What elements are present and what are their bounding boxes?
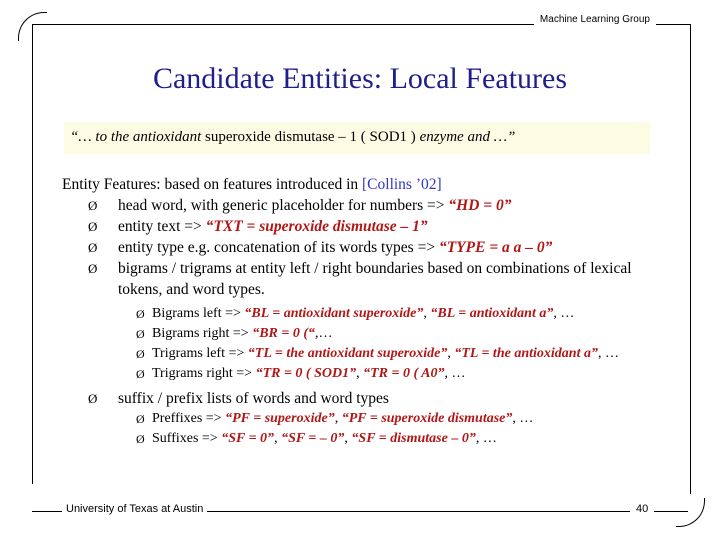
sub-list-item [62, 324, 662, 344]
separator: , [274, 431, 282, 446]
feature-example: “HD = 0” [448, 197, 512, 214]
list-item [62, 195, 662, 216]
feature-example: “PF = superoxide dismutase” [341, 411, 513, 426]
bullet-arrow-icon: Ø [136, 347, 145, 361]
bullet-arrow-icon: Ø [136, 307, 145, 321]
separator: , [344, 431, 352, 446]
ellipsis: , … [512, 411, 534, 426]
feature-example: “PF = superoxide” [225, 411, 335, 426]
bullet-arrow-icon: Ø [88, 261, 98, 276]
intro-line [62, 174, 662, 195]
ellipsis: , … [475, 431, 497, 446]
ellipsis: , … [597, 346, 619, 361]
feature-example: “TXT = superoxide dismutase – 1” [205, 218, 428, 235]
frame-corner-bottom-right [676, 498, 705, 527]
list-item [62, 388, 662, 409]
item-text: entity type e.g. concatenation of its words types => [118, 239, 439, 256]
bullet-arrow-icon: Ø [136, 327, 145, 341]
footer-institution: University of Texas at Austin [62, 503, 207, 515]
item-text: suffix / prefix lists of words and word types [118, 390, 389, 407]
page-number: 40 [630, 503, 654, 515]
feature-example: “TYPE = a a – 0” [438, 239, 553, 256]
item-text: Suffixes => [152, 431, 222, 446]
item-text: Bigrams left => [152, 306, 245, 321]
ellipsis: , … [553, 306, 575, 321]
sub-list-item [62, 364, 662, 384]
feature-example: “SF = 0” [221, 431, 275, 446]
item-text: Trigrams left => [152, 346, 248, 361]
bullet-arrow-icon: Ø [136, 412, 145, 426]
item-text: head word, with generic placeholder for numbers => [118, 197, 449, 214]
example-pre: “… to the antioxidant [70, 129, 205, 145]
feature-example: “BR = 0 (“ [252, 326, 316, 341]
feature-example: “TR = 0 ( SOD1” [255, 366, 357, 381]
example-entity: superoxide dismutase – 1 ( SOD1 ) [205, 129, 416, 145]
ellipsis: , … [444, 366, 466, 381]
sub-list-item [62, 409, 662, 429]
feature-example: “BL = antioxidant a” [430, 306, 554, 321]
feature-example: “TL = the antioxidant superoxide” [247, 346, 448, 361]
example-sentence [70, 129, 515, 146]
slide-title: Candidate Entities: Local Features [152, 62, 568, 95]
feature-example: “TL = the antioxidant a” [454, 346, 598, 361]
separator: , [447, 346, 455, 361]
slide-content [62, 174, 662, 449]
item-text: Bigrams right => [152, 326, 253, 341]
list-item [62, 216, 662, 237]
bullet-arrow-icon: Ø [88, 219, 98, 234]
list-item [62, 237, 662, 258]
feature-example: “TR = 0 ( A0” [363, 366, 445, 381]
bullet-arrow-icon: Ø [88, 391, 98, 406]
list-item [62, 258, 662, 300]
bullet-arrow-icon: Ø [136, 367, 145, 381]
separator: , [423, 306, 431, 321]
group-label: Machine Learning Group [534, 14, 656, 25]
separator: , [334, 411, 342, 426]
sub-list-item [62, 429, 662, 449]
intro-citation: [Collins ’02] [362, 176, 442, 193]
sub-list-item [62, 344, 662, 364]
item-text: bigrams / trigrams at entity left / right boundaries based on combinations of lexical tokens, and word types. [118, 260, 632, 298]
feature-example: “SF = dismutase – 0” [351, 431, 476, 446]
feature-example: “SF = – 0” [281, 431, 345, 446]
bullet-arrow-icon: Ø [88, 240, 98, 255]
separator: , [356, 366, 364, 381]
example-post: enzyme and …” [415, 129, 516, 145]
bullet-arrow-icon: Ø [136, 432, 145, 446]
bullet-arrow-icon: Ø [88, 198, 98, 213]
item-text: entity text => [118, 218, 206, 235]
item-text: Preffixes => [152, 411, 226, 426]
item-text: Trigrams right => [152, 366, 256, 381]
feature-example: “BL = antioxidant superoxide” [244, 306, 424, 321]
ellipsis: ,… [315, 326, 333, 341]
intro-text: Entity Features: based on features introduced in [62, 176, 363, 193]
sub-list-item [62, 304, 662, 324]
